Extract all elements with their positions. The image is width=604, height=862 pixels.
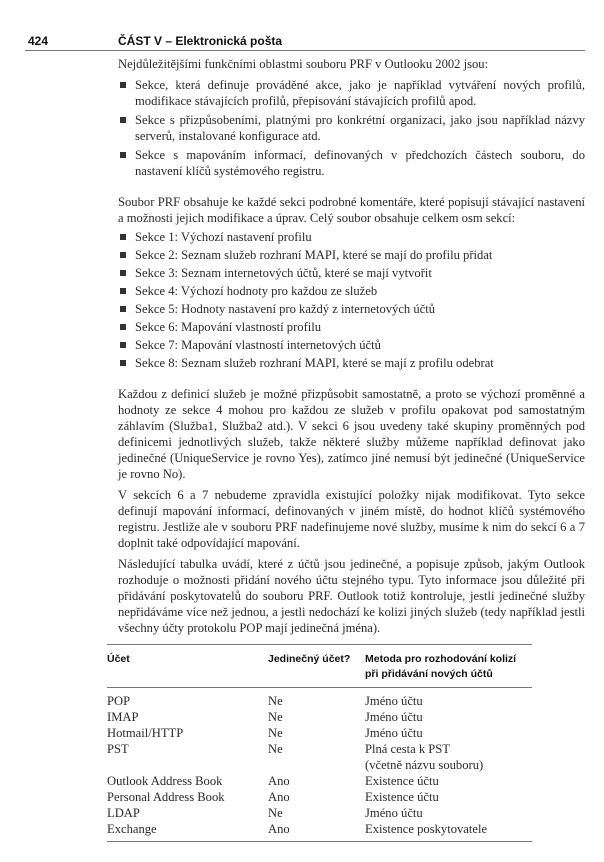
list-item [118, 229, 585, 245]
cell-text: PST [107, 742, 129, 756]
table-cell [107, 773, 268, 789]
table-cell [365, 805, 532, 821]
table-cell [268, 805, 365, 821]
column-header: Jedinečný účet? [268, 645, 365, 688]
areas-list [118, 77, 585, 179]
table-cell [365, 688, 532, 710]
bullet-icon [120, 152, 126, 158]
cell-text: (včetně názvu souboru) [365, 758, 484, 772]
table-row [107, 805, 532, 821]
page-number: 424 [28, 34, 49, 48]
cell-text: Jméno účtu [365, 710, 423, 724]
cell-text: Plná cesta k PST [365, 742, 451, 756]
bullet-icon [120, 360, 126, 366]
list-item-text: Sekce s přizpůsobeními, platnými pro konkrétní organizaci, jako jsou například názvy serverů, instalované konfigurace atd. [135, 113, 585, 143]
bullet-icon [120, 288, 126, 294]
table-cell [107, 725, 268, 741]
table-cell [365, 709, 532, 725]
table-cell [268, 688, 365, 710]
paragraph: Následující tabulka uvádí, které z účtů jsou jedinečné, a popisuje způsob, jakým Outlook rozhoduje o možnosti přidání nového účtu stejného typu. Tyto informace jsou důležité při přidávání poskytovatelů do souboru PRF. Outlook totiž kontroluje, jestli jedinečné služby nepřidáváme více než jednou, a jestli nedochází ke kolizi jiných služeb (tedy například jestli všechny účty protokolu POP mají jedinečná jména). [118, 557, 585, 635]
list-item [118, 112, 585, 144]
cell-text: Jméno účtu [365, 806, 423, 820]
intro-paragraph: Nejdůležitějšími funkčními oblastmi souboru PRF v Outlooku 2002 jsou: [118, 57, 489, 71]
cell-text: Jméno účtu [365, 694, 423, 708]
chapter-title: ČÁST V – Elektronická pošta [118, 34, 283, 48]
table-cell [107, 821, 268, 842]
column-header-line: Metoda pro rozhodování kolizí [365, 653, 517, 665]
column-header: Účet [107, 645, 268, 688]
bullet-icon [120, 117, 126, 123]
table-cell [268, 789, 365, 805]
table-cell [365, 789, 532, 805]
cell-text: Ne [268, 742, 283, 756]
sections-list [118, 229, 585, 371]
list-item-text: Sekce 3: Seznam internetových účtů, které se mají vytvořit [135, 266, 432, 280]
accounts-table [107, 644, 532, 842]
column-header [365, 645, 532, 688]
table-row [107, 688, 532, 710]
bullet-icon [120, 82, 126, 88]
list-item-text: Sekce 4: Výchozí hodnoty pro každou ze služeb [135, 284, 378, 298]
paragraph: Každou z definicí služeb je možné přizpůsobit samostatně, a proto se výchozí proměnné a hodnoty ze sekce 4 mohou pro každou ze služeb v profilu opakovat pod samostatným záhlavím (Služba1, Služba2 atd.). V sekci 6 jsou uvedeny také skupiny proměnných pod definicemi jednotlivých služeb, takže některé služby můžeme například definovat jako jedinečné (UniqueService je rovno Yes), zatímco jiné nemusí být jedinečné (UniqueService je rovno No). [118, 387, 585, 481]
table-row [107, 725, 532, 741]
cell-text: Ne [268, 694, 283, 708]
table-cell [268, 709, 365, 725]
table-header-row [107, 645, 532, 688]
cell-text: Jméno účtu [365, 726, 423, 740]
list-item [118, 77, 585, 109]
list-item-text: Sekce 5: Hodnoty nastavení pro každý z internetových účtů [135, 302, 436, 316]
table-cell [107, 805, 268, 821]
cell-text: Ano [268, 790, 290, 804]
table-cell [365, 821, 532, 842]
bullet-icon [120, 270, 126, 276]
paragraph: V sekcích 6 a 7 nebudeme zpravidla existující položky nijak modifikovat. Tyto sekce definují mapování informací, definovaných v jiném místě, do hodnot klíčů systémového registru. Jestliže ale v souboru PRF nadefinujeme nové služby, musíme k nim do sekcí 6 a 7 doplnit také odpovídající mapování. [118, 488, 585, 550]
list-item-text: Sekce 8: Seznam služeb rozhraní MAPI, které se mají z profilu odebrat [135, 356, 494, 370]
bullet-icon [120, 234, 126, 240]
table-cell [107, 789, 268, 805]
paragraph: Soubor PRF obsahuje ke každé sekci podrobné komentáře, které popisují stávající nastavení a možnosti jejich modifikace a úprav. Celý soubor obsahuje celkem osm sekcí: [118, 195, 585, 225]
bullet-icon [120, 342, 126, 348]
body-text [107, 56, 585, 862]
list-item-text: Sekce 2: Seznam služeb rozhraní MAPI, které se mají do profilu přidat [135, 248, 493, 262]
table-cell [365, 741, 532, 773]
cell-text: Ne [268, 726, 283, 740]
bullet-icon [120, 324, 126, 330]
table-row [107, 821, 532, 842]
list-item-text: Sekce s mapováním informací, definovaných v předchozích částech souboru, do nastavení klíčů systémového registru. [135, 148, 585, 178]
cell-text: LDAP [107, 806, 140, 820]
table-cell [107, 709, 268, 725]
cell-text: Existence účtu [365, 774, 439, 788]
cell-text: Hotmail/HTTP [107, 726, 184, 740]
cell-text: Ano [268, 774, 290, 788]
list-item-text: Sekce 1: Výchozí nastavení profilu [135, 230, 312, 244]
cell-text: Exchange [107, 822, 157, 836]
cell-text: IMAP [107, 710, 139, 724]
bullet-icon [120, 306, 126, 312]
table-row [107, 789, 532, 805]
table-cell [107, 688, 268, 710]
table-cell [268, 821, 365, 842]
table-cell [365, 773, 532, 789]
cell-text: Personal Address Book [107, 790, 225, 804]
list-item-text: Sekce, která definuje prováděné akce, jako je například vytváření nových profilů, modifikace stávajících profilů, přepisování stávajících profilů apod. [135, 78, 585, 108]
table-cell [268, 725, 365, 741]
list-item-text: Sekce 7: Mapování vlastností internetových účtů [135, 338, 381, 352]
list-item [118, 301, 585, 317]
list-item [118, 319, 585, 335]
bullet-icon [120, 252, 126, 258]
table-row [107, 741, 532, 773]
table-cell [365, 725, 532, 741]
cell-text: Ano [268, 822, 290, 836]
table-cell [268, 741, 365, 773]
list-item [118, 355, 585, 371]
table-row [107, 773, 532, 789]
table-cell [268, 773, 365, 789]
cell-text: Existence účtu [365, 790, 439, 804]
list-item-text: Sekce 6: Mapování vlastností profilu [135, 320, 322, 334]
running-header [25, 0, 585, 51]
table-cell [107, 741, 268, 773]
list-item [118, 337, 585, 353]
table-row [107, 709, 532, 725]
cell-text: Outlook Address Book [107, 774, 223, 788]
list-item [118, 283, 585, 299]
cell-text: Existence poskytovatele [365, 822, 488, 836]
cell-text: POP [107, 694, 131, 708]
list-item [118, 265, 585, 281]
cell-text: Ne [268, 806, 283, 820]
list-item [118, 147, 585, 179]
column-header-line: při přidávání nových účtů [365, 668, 493, 680]
list-item [118, 247, 585, 263]
cell-text: Ne [268, 710, 283, 724]
